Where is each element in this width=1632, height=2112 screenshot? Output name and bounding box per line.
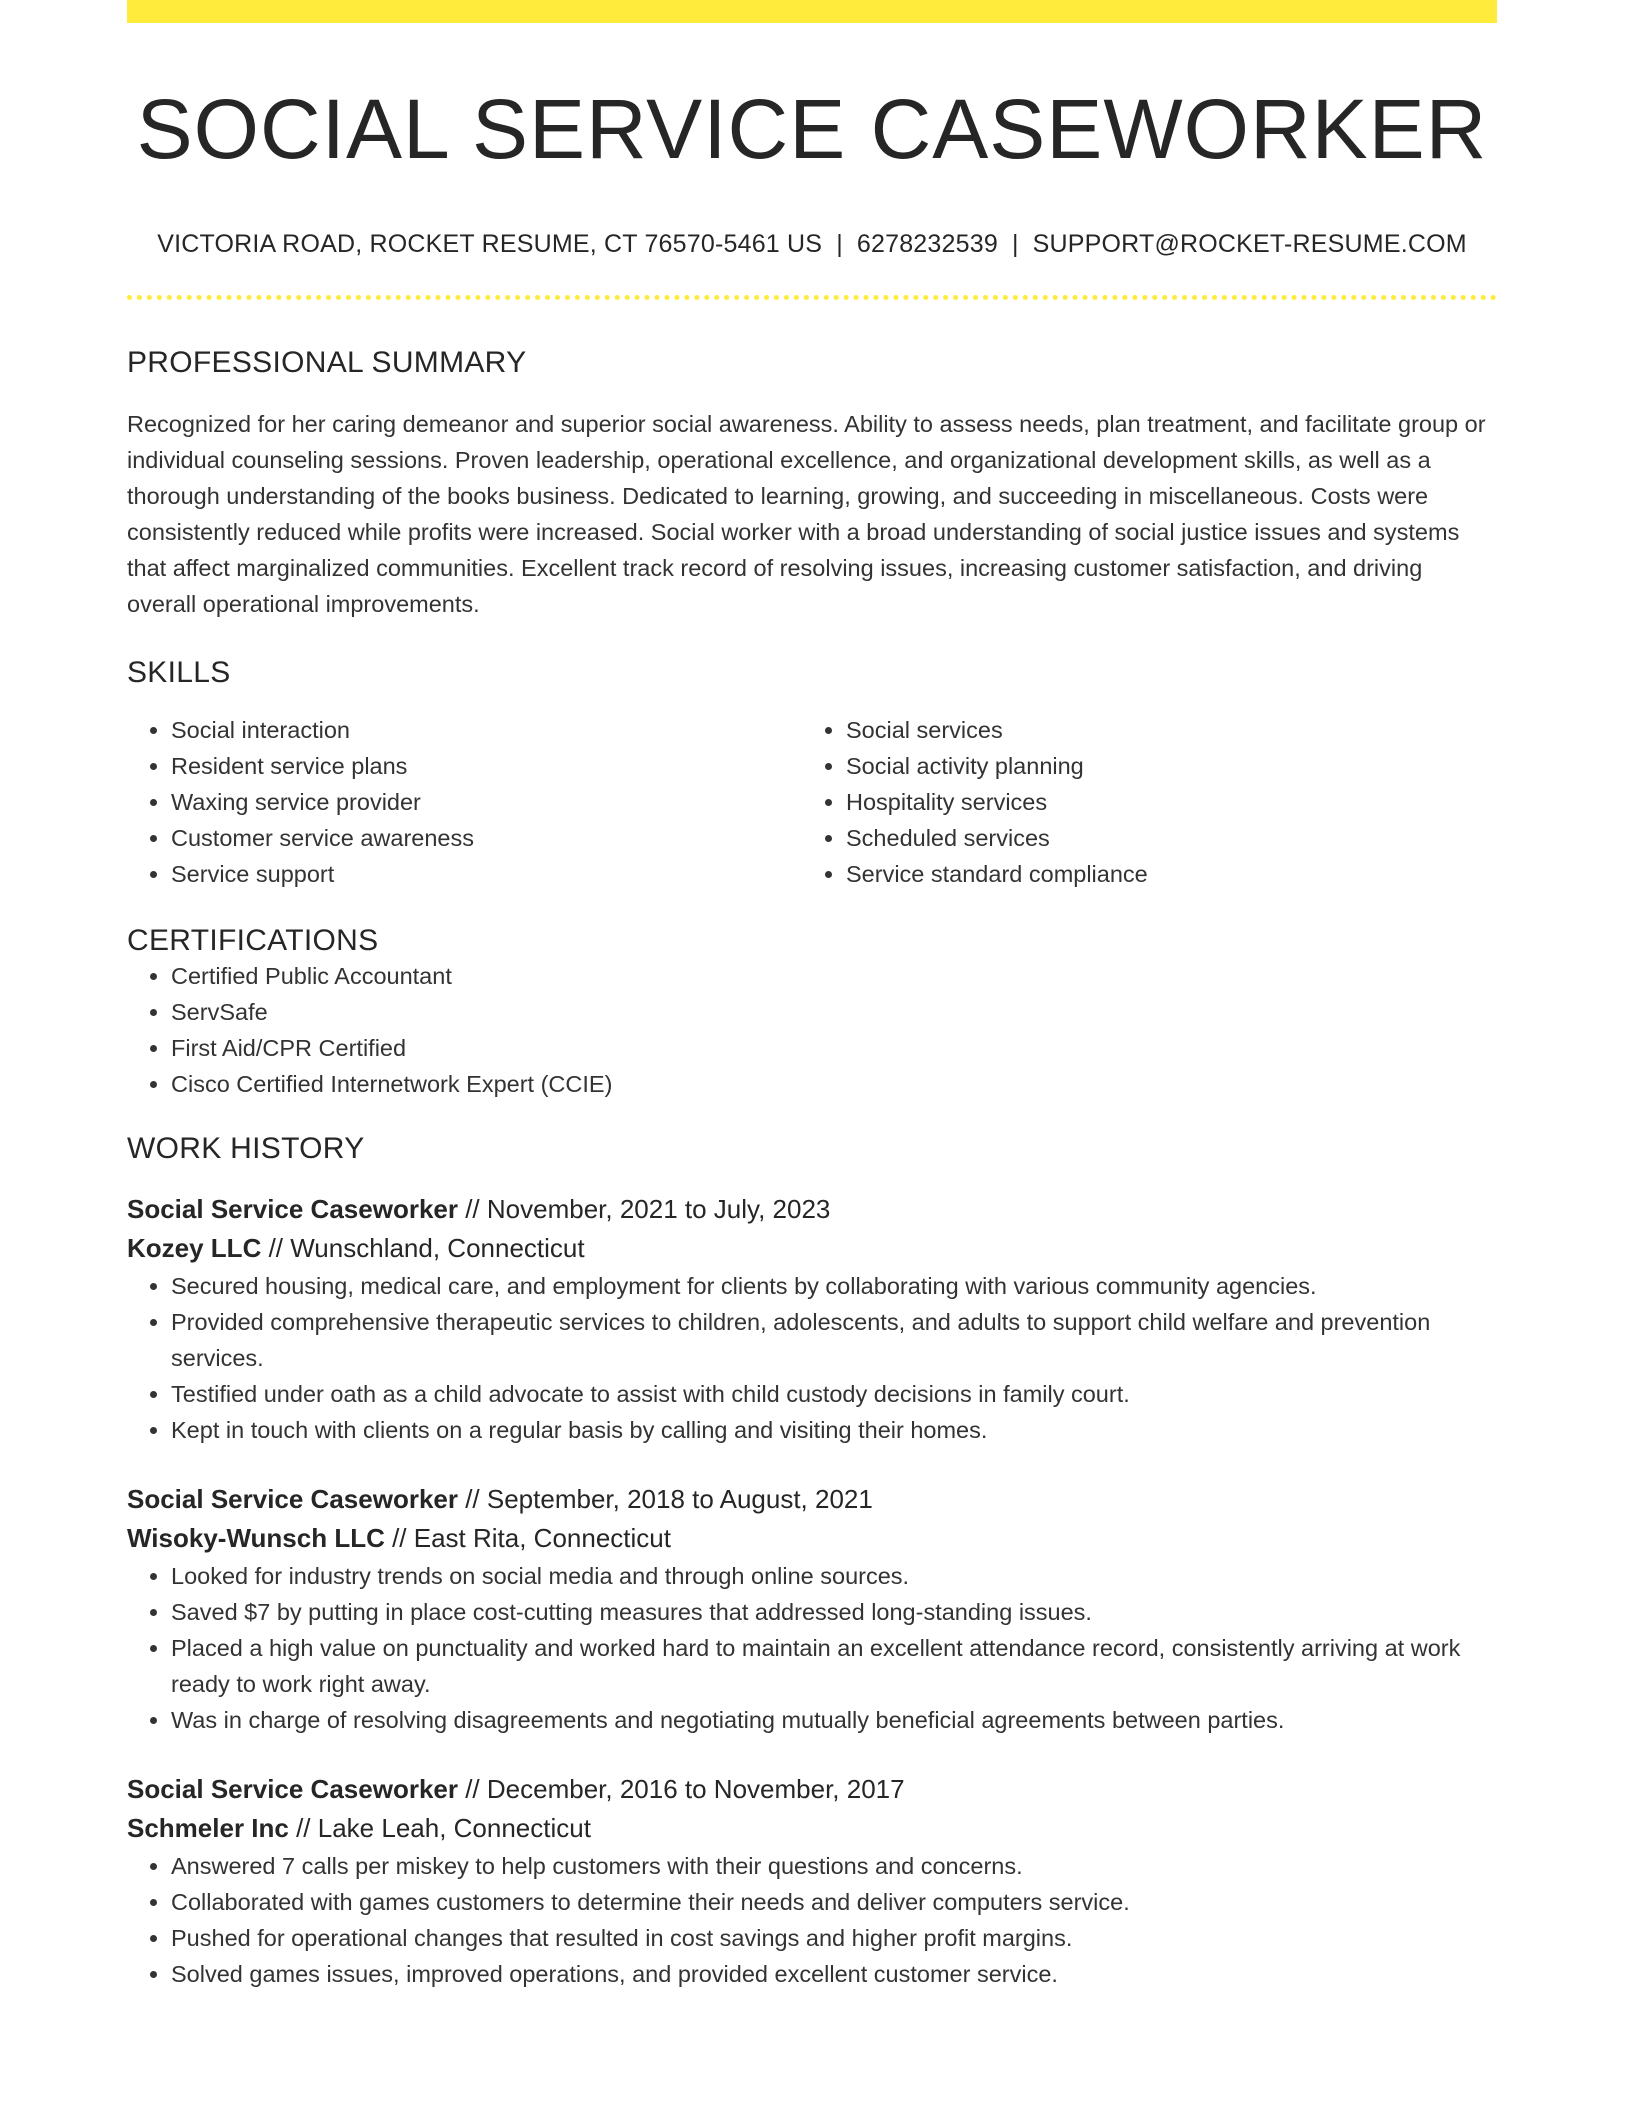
certification-item: • First Aid/CPR Certified [171, 1030, 1497, 1066]
job-duties-list [127, 1848, 1497, 1992]
job-duty-item: • Solved games issues, improved operations, and provided excellent customer service. [171, 1956, 1497, 1992]
job-duty-item: • Secured housing, medical care, and employment for clients by collaborating with various community agencies. [171, 1268, 1497, 1304]
accent-top-bar [127, 0, 1497, 23]
job-duty-item: • Provided comprehensive therapeutic services to children, adolescents, and adults to support child welfare and prevention services. [171, 1304, 1497, 1376]
skill-item: • Social interaction [171, 712, 802, 748]
certifications-heading: CERTIFICATIONS [127, 924, 379, 958]
skill-item: • Social activity planning [846, 748, 1477, 784]
job-duty-item: • Looked for industry trends on social media and through online sources. [171, 1558, 1497, 1594]
contact-email: SUPPORT@ROCKET-RESUME.COM [1032, 230, 1467, 259]
job-entry [127, 1190, 1497, 1448]
skills-column-left [127, 712, 802, 892]
contact-line [127, 230, 1497, 259]
job-company-line [127, 1229, 1497, 1268]
skill-item: • Waxing service provider [171, 784, 802, 820]
resume-page [127, 0, 1497, 1992]
job-title-line [127, 1480, 1497, 1519]
contact-address: VICTORIA ROAD, ROCKET RESUME, CT 76570-5461 US [157, 230, 823, 259]
job-duty-item: • Testified under oath as a child advocate to assist with child custody decisions in family court. [171, 1376, 1497, 1412]
contact-separator: | [836, 230, 843, 259]
work-history-list [127, 1190, 1497, 1992]
skills-grid [127, 712, 1497, 892]
contact-phone: 6278232539 [856, 230, 998, 259]
skill-item: • Service standard compliance [846, 856, 1477, 892]
job-dates: // September, 2018 to August, 2021 [457, 1484, 873, 1515]
job-company: Wisoky-Wunsch LLC [127, 1523, 385, 1554]
job-duty-item: • Kept in touch with clients on a regular basis by calling and visiting their homes. [171, 1412, 1497, 1448]
job-dates: // December, 2016 to November, 2017 [457, 1774, 905, 1805]
skills-list-left [127, 712, 802, 892]
contact-separator: | [1011, 230, 1019, 259]
job-duties-list [127, 1558, 1497, 1738]
skill-item: • Customer service awareness [171, 820, 802, 856]
certification-item: • Certified Public Accountant [171, 958, 1497, 994]
job-entry [127, 1770, 1497, 1992]
job-duty-item: • Collaborated with games customers to determine their needs and deliver computers service. [171, 1884, 1497, 1920]
certification-item: • Cisco Certified Internetwork Expert (CCIE) [171, 1066, 1497, 1102]
job-title-line [127, 1190, 1497, 1229]
skills-heading: SKILLS [127, 656, 231, 690]
skill-item: • Service support [171, 856, 802, 892]
job-entry [127, 1480, 1497, 1738]
job-title: Social Service Caseworker [127, 1484, 458, 1515]
job-duties-list [127, 1268, 1497, 1448]
job-duty-item: • Was in charge of resolving disagreements and negotiating mutually beneficial agreements between parties. [171, 1702, 1497, 1738]
job-title: Social Service Caseworker [127, 1774, 458, 1805]
job-location: // Lake Leah, Connecticut [288, 1813, 591, 1844]
job-location: // East Rita, Connecticut [384, 1523, 671, 1554]
skill-item: • Scheduled services [846, 820, 1477, 856]
job-company: Kozey LLC [127, 1233, 262, 1264]
job-title: Social Service Caseworker [127, 1194, 458, 1225]
skill-item: • Hospitality services [846, 784, 1477, 820]
resume-title: SOCIAL SERVICE CASEWORKER [136, 82, 1488, 176]
job-duty-item: • Placed a high value on punctuality and worked hard to maintain an excellent attendance record, consistently arriving at work ready to work right away. [171, 1630, 1497, 1702]
job-location: // Wunschland, Connecticut [261, 1233, 585, 1264]
skills-list-right [802, 712, 1477, 892]
job-dates: // November, 2021 to July, 2023 [457, 1194, 831, 1225]
summary-text: Recognized for her caring demeanor and superior social awareness. Ability to assess needs, plan treatment, and facilitate group or individual counseling sessions. Proven leadership, operational excellence, and organizational development skills, as well as a thorough understanding of the books business. Dedicated to learning, growing, and succeeding in miscellaneous. Costs were consistently reduced while profits were increased. Social worker with a broad understanding of social justice issues and systems that affect marginalized communities. Excellent track record of resolving issues, increasing customer satisfaction, and driving overall operational improvements. [127, 411, 1486, 618]
skills-column-right [802, 712, 1477, 892]
summary-heading: PROFESSIONAL SUMMARY [127, 346, 527, 380]
work-history-heading: WORK HISTORY [127, 1132, 365, 1166]
job-duty-item: • Pushed for operational changes that resulted in cost savings and higher profit margins. [171, 1920, 1497, 1956]
job-company: Schmeler Inc [127, 1813, 289, 1844]
job-company-line [127, 1809, 1497, 1848]
skill-item: • Resident service plans [171, 748, 802, 784]
header-divider [127, 295, 1497, 300]
certifications-list [127, 958, 1497, 1102]
skill-item: • Social services [846, 712, 1477, 748]
job-duty-item: • Answered 7 calls per miskey to help customers with their questions and concerns. [171, 1848, 1497, 1884]
certification-item: • ServSafe [171, 994, 1497, 1030]
job-duty-item: • Saved $7 by putting in place cost-cutting measures that addressed long-standing issues. [171, 1594, 1497, 1630]
job-company-line [127, 1519, 1497, 1558]
job-title-line [127, 1770, 1497, 1809]
